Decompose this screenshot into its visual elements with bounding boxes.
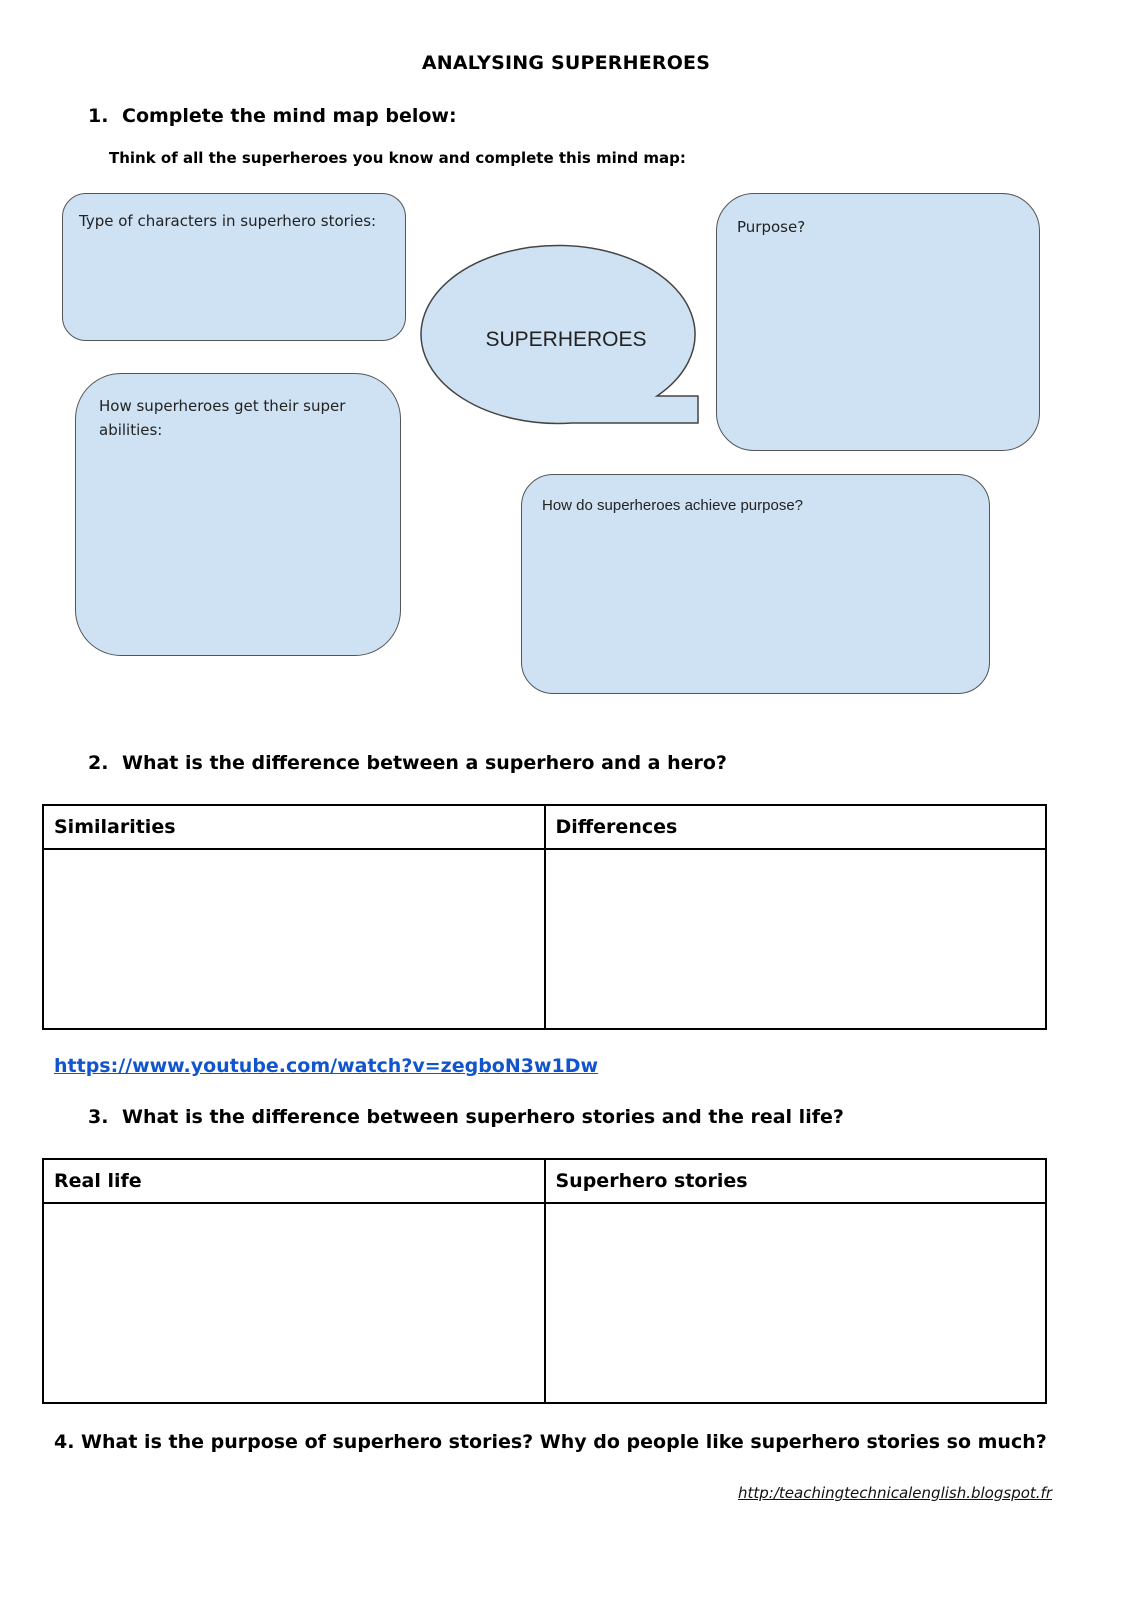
- real-life-vs-stories-table: [42, 1158, 1047, 1404]
- column-header-superhero-stories: Superhero stories: [545, 1159, 1047, 1203]
- table-row: [43, 849, 1046, 1029]
- table-header-row: [43, 805, 1046, 849]
- video-link[interactable]: https://www.youtube.com/watch?v=zegboN3w1Dw: [54, 1055, 599, 1077]
- similarities-differences-table: [42, 804, 1047, 1030]
- mind-map-box-achieve[interactable]: [521, 474, 990, 694]
- source-footer: http:/teachingtechnicalenglish.blogspot.fr: [738, 1484, 1052, 1502]
- question-1-heading: [88, 105, 457, 127]
- mind-map-box-purpose[interactable]: [716, 193, 1040, 451]
- table-header-row: [43, 1159, 1046, 1203]
- mind-map-box-label: Type of characters in superhero stories:: [79, 212, 377, 230]
- answer-cell-real-life[interactable]: [43, 1203, 545, 1403]
- mind-map-box-label: Purpose?: [737, 218, 806, 236]
- answer-cell-superhero-stories[interactable]: [545, 1203, 1047, 1403]
- mind-map-center-label: SUPERHEROES: [485, 328, 647, 351]
- mind-map-box-label: [99, 394, 345, 442]
- question-4-heading: 4. What is the purpose of superhero stories? Why do people like superhero stories so much?: [54, 1431, 1047, 1453]
- mind-map-box-abilities[interactable]: [75, 373, 401, 656]
- column-header-similarities: Similarities: [43, 805, 545, 849]
- question-number: 1.: [88, 105, 109, 127]
- label-line-1: How superheroes get their super: [99, 397, 346, 415]
- answer-cell-similarities[interactable]: [43, 849, 545, 1029]
- mind-map-box-characters[interactable]: [62, 193, 406, 341]
- mind-map-box-label: How do superheroes achieve purpose?: [542, 497, 803, 514]
- question-2-heading: [88, 752, 727, 774]
- column-header-real-life: Real life: [43, 1159, 545, 1203]
- question-number: 2.: [88, 752, 109, 774]
- answer-cell-differences[interactable]: [545, 849, 1047, 1029]
- label-line-2: abilities:: [99, 421, 163, 439]
- question-3-heading: [88, 1106, 844, 1128]
- question-number: 3.: [88, 1106, 109, 1128]
- mind-map-instruction: Think of all the superheroes you know and complete this mind map:: [109, 149, 686, 167]
- column-header-differences: Differences: [545, 805, 1047, 849]
- question-text: What is the difference between superhero stories and the real life?: [122, 1106, 844, 1128]
- document-title: ANALYSING SUPERHEROES: [421, 52, 711, 74]
- question-text: Complete the mind map below:: [122, 105, 457, 127]
- table-row: [43, 1203, 1046, 1403]
- question-text: What is the difference between a superhero and a hero?: [122, 752, 727, 774]
